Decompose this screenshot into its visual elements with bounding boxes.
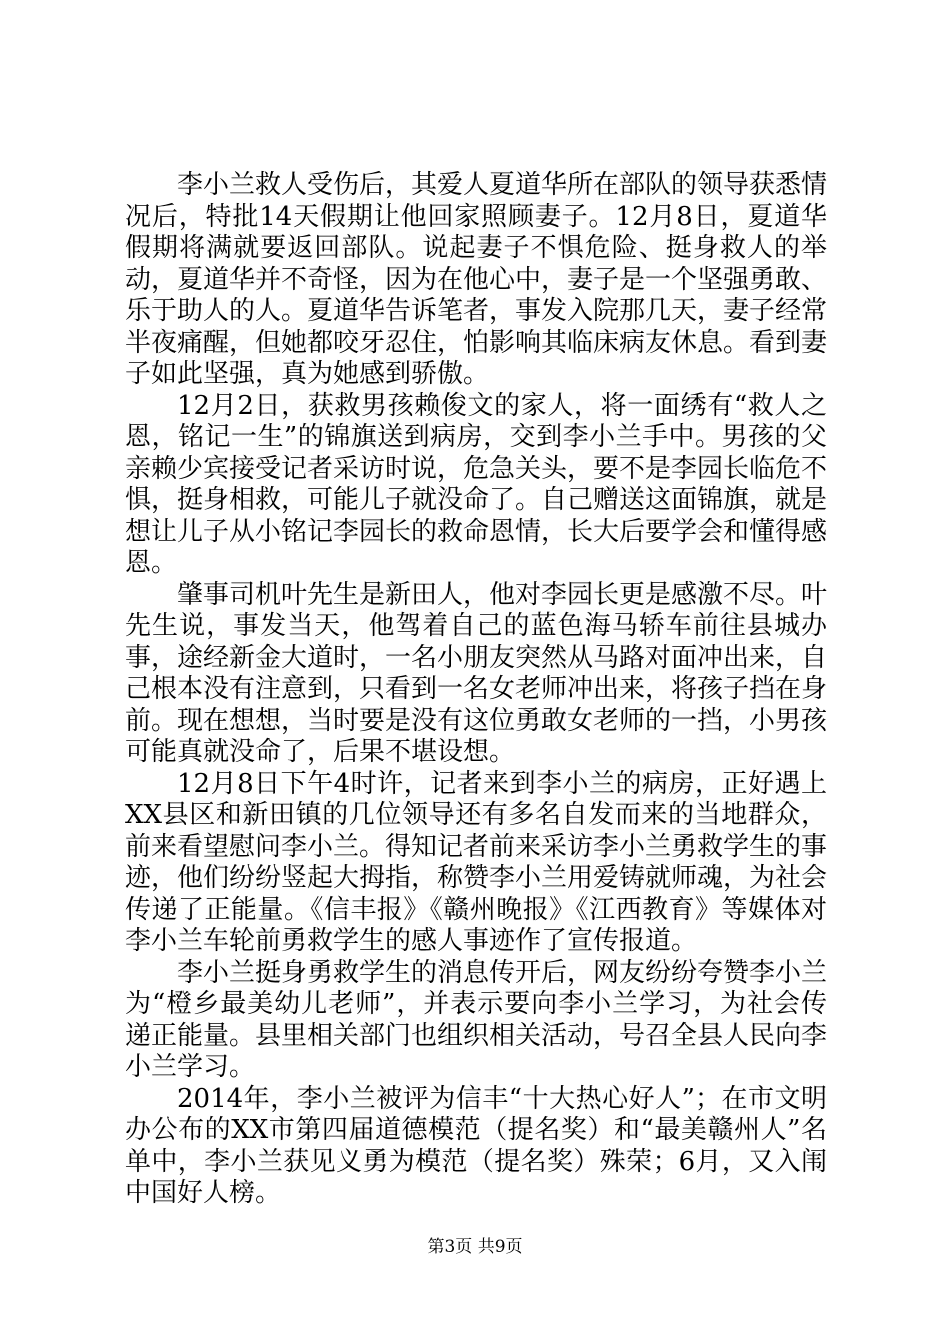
paragraph: 12月8日下午4时许，记者来到李小兰的病房，正好遇上XX县区和新田镇的几位领导还有多名自发而来的当地群众，前来看望慰问李小兰。得知记者前来采访李小兰勇救学生的事迹，他们纷纷竖起大拇指，称赞李小兰用爱铸就师魂，为社会传递了正能量。《信丰报》《赣州晚报》《江西教育》等媒体对李小兰车轮前勇救学生的感人事迹作了宣传报道。 [125,768,828,956]
paragraph: 李小兰救人受伤后，其爱人夏道华所在部队的领导获悉情况后，特批14天假期让他回家照顾妻子。12月8日，夏道华假期将满就要返回部队。说起妻子不惧危险、挺身救人的举动，夏道华并不奇怪，因为在他心中，妻子是一个坚强勇敢、乐于助人的人。夏道华告诉笔者，事发入院那几天，妻子经常半夜痛醒，但她都咬牙忍住，怕影响其临床病友休息。看到妻子如此坚强，真为她感到骄傲。 [125,170,828,389]
paragraph: 12月2日，获救男孩赖俊文的家人，将一面绣有“救人之恩，铭记一生”的锦旗送到病房，交到李小兰手中。男孩的父亲赖少宾接受记者采访时说，危急关头，要不是李园长临危不惧，挺身相救，可能儿子就没命了。自己赠送这面锦旗，就是想让儿子从小铭记李园长的救命恩情，长大后要学会和懂得感恩。 [125,390,828,578]
paragraph: 肇事司机叶先生是新田人，他对李园长更是感激不尽。叶先生说，事发当天，他驾着自己的蓝色海马轿车前往县城办事，途经新金大道时，一名小朋友突然从马路对面冲出来，自己根本没有注意到，只看到一名女老师冲出来，将孩子挡在身前。现在想想，当时要是没有这位勇敢女老师的一挡，小男孩可能真就没命了，后果不堪设想。 [125,579,828,767]
paragraph: 李小兰挺身勇救学生的消息传开后，网友纷纷夸赞李小兰为“橙乡最美幼儿老师”，并表示要向李小兰学习，为社会传递正能量。县里相关部门也组织相关活动，号召全县人民向李小兰学习。 [125,957,828,1082]
document-body [125,170,827,1210]
page-footer: 第3页 共9页 [427,1237,523,1257]
paragraph: 2014年，李小兰被评为信丰“十大热心好人”；在市文明办公布的XX市第四届道德模范（提名奖）和“最美赣州人”名单中，李小兰获见义勇为模范（提名奖）殊荣；6月，又入闱中国好人榜。 [125,1083,827,1208]
